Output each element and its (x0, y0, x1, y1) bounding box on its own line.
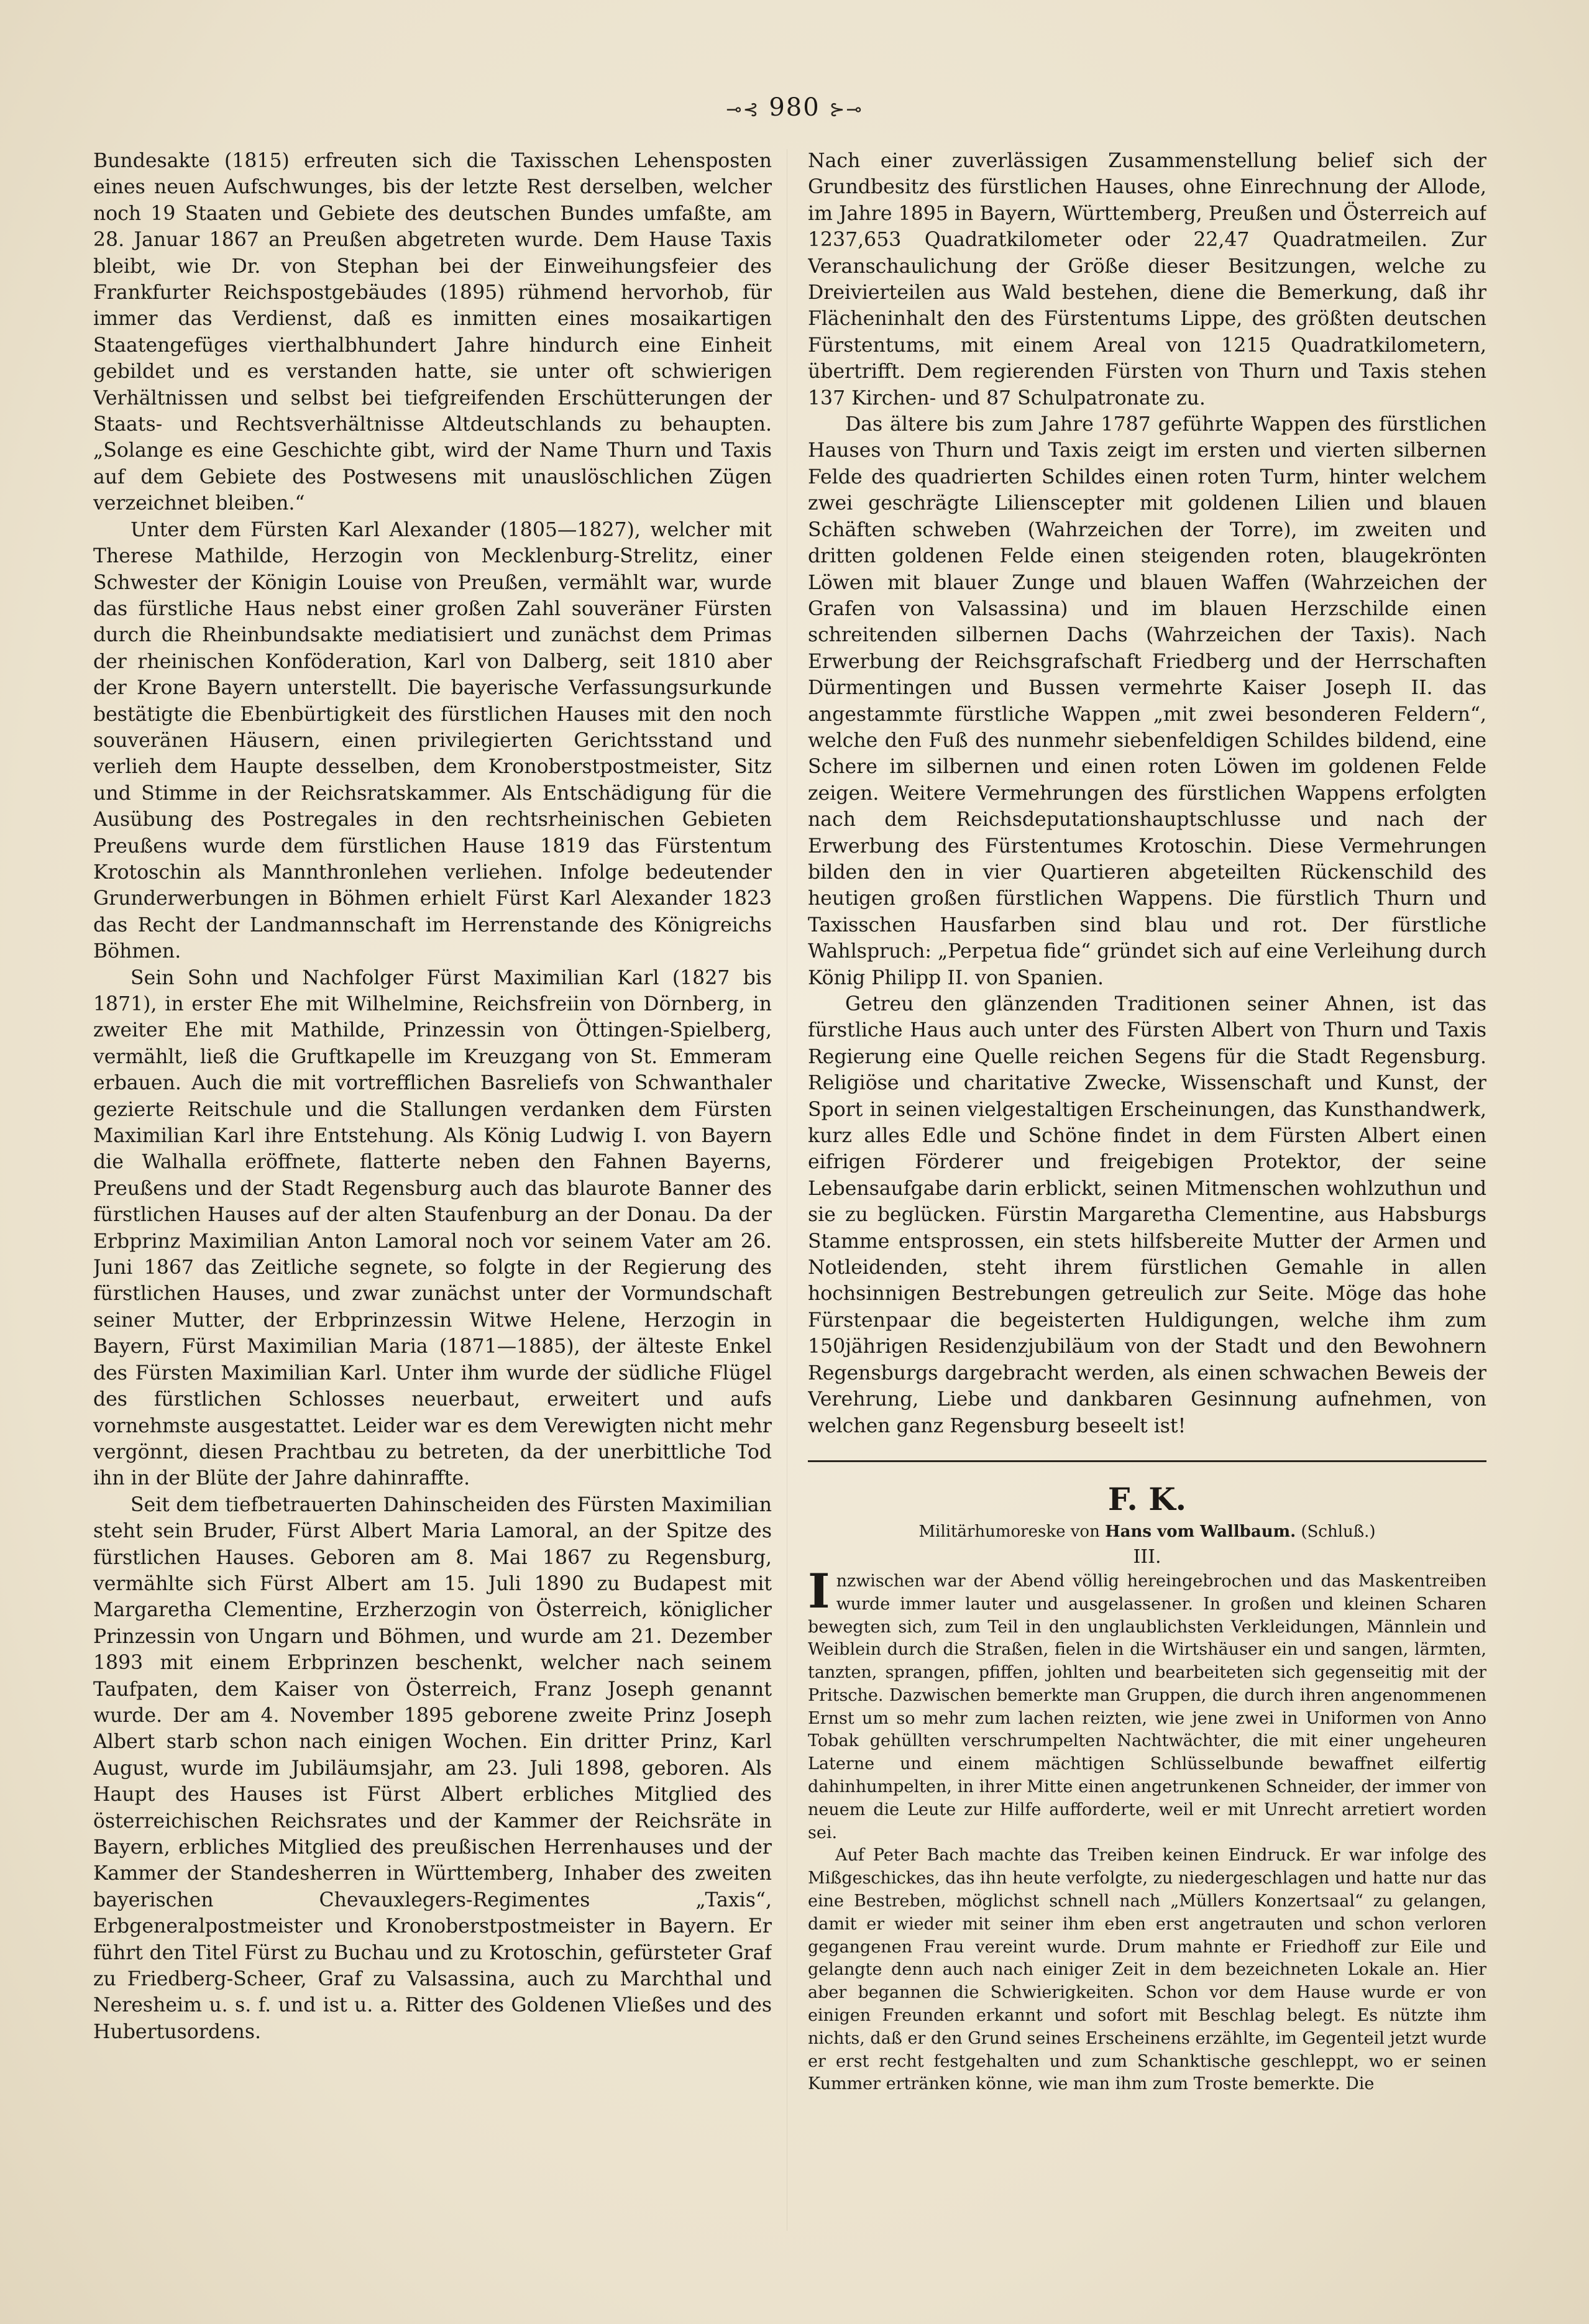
story-paragraph-1-text: nzwischen war der Abend völlig hereingebrochen und das Maskentreiben wurde immer lauter und ausgelassener. In großen und kleinen Scharen bewegten sich, zum Teil in den unglaublichsten Verkleidungen, Männlein und Weiblein durch die Straßen, fielen in die Wirtshäuser ein und sangen, lärmten, tanzten, sprangen, pfiffen, johlten und bearbeiteten sich gegenseitig mit der Pritsche. Dazwischen bemerkte man Gruppen, die durch ihren angenommenen Ernst um so mehr zum lachen reizten, wie jene zwei in Uniformen von Anno Tobak gehüllten verschrumpelten Nachtwächter, die mit einer ungeheuren Laterne und einem mächtigen Schlüsselbunde bewaffnet eilfertig dahinhumpelten, in ihrer Mitte einen angetrunkenen Schneider, der immer von neuem die Leute zur Hilfe aufforderte, weil er mit Unrecht arretiert worden sei. (808, 1571, 1486, 1842)
right-paragraph-1: Nach einer zuverlässigen Zusammenstellung belief sich der Grundbesitz des fürstlichen Hauses, ohne Einrechnung der Allode, im Jahre 1895 in Bayern, Württemberg, Preußen und Österreich auf 1237,653 Quadratkilometer oder 22,47 Quadratmeilen. Zur Veranschaulichung der Größe dieser Besitzungen, welche zu Dreivierteilen aus Wald bestehen, diene die Bemerkung, daß ihr Flächeninhalt den des Fürstentums Lippe, des größten deutschen Fürstentums, mit einem Areal von 1215 Quadratkilometern, übertrifft. Dem regierenden Fürsten von Thurn und Taxis stehen 137 Kirchen- und 87 Schulpatronate zu. (808, 150, 1486, 409)
story-subtitle-suffix: (Schluß.) (1301, 1522, 1376, 1541)
story-body (808, 1563, 1486, 2096)
ornament-left-icon: ⊸⊰ (726, 99, 760, 121)
story-title: F. K. (1107, 1480, 1187, 1517)
right-paragraph-2: Das ältere bis zum Jahre 1787 geführte Wappen des fürstlichen Hauses von Thurn und Taxis zeigt im ersten und vierten silbernen Felde des quadrierten Schildes einen roten Turm, hinter welchem zwei geschrägte Lilienscepter mit goldenen Lilien und blauen Schäften schweben (Wahrzeichen der Torre), im zweiten und dritten goldenen Felde einen steigenden roten, blaugekrönten Löwen mit blauer Zunge und blauen Waffen (Wahrzeichen der Grafen von Valsassina) und im blauen Herzschilde einen schreitenden silbernen Dachs (Wahrzeichen der Taxis). Nach Erwerbung der Reichsgrafschaft Friedberg und der Herrschaften Dürmentingen und Bussen vermehrte Kaiser Joseph II. das angestammte fürstliche Wappen „mit zwei besonderen Feldern“, welche den Fuß des nunmehr siebenfeldigen Schildes bildend, eine Schere im silbernen und einen roten Löwen im goldenen Felde zeigen. Weitere Vermehrungen des fürstlichen Wappens erfolgten nach dem Reichsdeputationshauptschlusse und nach der Erwerbung des Fürstentumes Krotoschin. Diese Vermehrungen bilden den in vier Quartieren abgeteilten Rückenschild des heutigen großen fürstlichen Wappens. Die fürstlich Thurn und Taxisschen Hausfarben sind blau und rot. Der fürstliche Wahlspruch: „Perpetua fide“ gründet sich auf eine Verleihung durch König Philipp II. von Spanien. (808, 413, 1486, 989)
left-paragraph-4: Seit dem tiefbetrauerten Dahinscheiden des Fürsten Maximilian steht sein Bruder, Fürst Albert Maria Lamoral, an der Spitze des fürstlichen Hauses. Geboren am 8. Mai 1867 zu Regensburg, vermählte sich Fürst Albert am 15. Juli 1890 zu Budapest mit Margaretha Clementine, Erzherzogin von Österreich, königlicher Prinzessin von Ungarn und Böhmen, und wurde am 21. Dezember 1893 mit einem Erbprinzen beschenkt, welcher nach seinem Taufpaten, dem Kaiser von Österreich, Franz Joseph genannt wurde. Der am 4. November 1895 geborene zweite Prinz Joseph Albert starb schon nach einigen Wochen. Ein dritter Prinz, Karl August, wurde im Jubiläumsjahr, am 23. Juli 1898, geboren. Als Haupt des Hauses ist Fürst Albert erbliches Mitglied des österreichischen Reichsrates und der Kammer der Reichsräte in Bayern, erbliches Mitglied des preußischen Herrenhauses und der Kammer der Standesherren in Württemberg, Inhaber des zweiten bayerischen Chevauxlegers-Regimentes „Taxis“, Erbgeneralpostmeister und Kronoberstpostmeister in Bayern. Er führt den Titel Fürst zu Buchau und zu Krotoschin, gefürsteter Graf zu Friedberg-Scheer, Graf zu Valsassina, auch zu Marchthal und Neresheim u. s. f. und ist u. a. Ritter des Goldenen Vließes und des Hubertusordens. (93, 1493, 772, 2043)
page-number-value: 980 (769, 93, 820, 122)
drop-cap: I (808, 1563, 830, 1619)
story-author: Hans vom Wallbaum. (1105, 1522, 1296, 1541)
story-subtitle (808, 1519, 1486, 1544)
left-paragraph-3: Sein Sohn und Nachfolger Fürst Maximilian Karl (1827 bis 1871), in erster Ehe mit Wilhelmine, Reichsfreiin von Dörnberg, in zweiter Ehe mit Mathilde, Prinzessin von Öttingen-Spielberg, vermählt, ließ die Gruftkapelle im Kreuzgang von St. Emmeram erbauen. Auch die mit vortrefflichen Basreliefs von Schwanthaler gezierte Reitschule und die Stallungen verdanken dem Fürsten Maximilian Karl ihre Entstehung. Als König Ludwig I. von Bayern die Walhalla eröffnete, flatterte neben den Fahnen Bayerns, Preußens und der Stadt Regensburg auch das blaurote Banner des fürstlichen Hauses auf der alten Staufenburg an der Donau. Da der Erbprinz Maximilian Anton Lamoral noch vor seinem Vater am 26. Juni 1867 das Zeitliche segnete, so folgte in der Regierung des fürstlichen Hauses, und zwar zunächst unter der Vormundschaft seiner Mutter, der Erbprinzessin Witwe Helene, Herzogin in Bayern, Fürst Maximilian Maria (1871—1885), der älteste Enkel des Fürsten Maximilian Karl. Unter ihm wurde der südliche Flügel des fürstlichen Schlosses neuerbaut, erweitert und aufs vornehmste ausgestattet. Leider war es dem Verewigten nicht mehr vergönnt, diesen Prachtbau zu betreten, da der unerbittliche Tod ihn in der Blüte der Jahre dahinraffte. (93, 966, 772, 1490)
story-paragraph-1 (808, 1563, 1486, 1845)
left-paragraph-1: Bundesakte (1815) erfreuten sich die Taxisschen Lehensposten eines neuen Aufschwunges, bis der letzte Rest derselben, welcher noch 19 Staaten und Gebiete des deutschen Bundes umfaßte, am 28. Januar 1867 an Preußen abgetreten wurde. Dem Hause Taxis bleibt, wie Dr. von Stephan bei der Einweihungsfeier des Frankfurter Reichspostgebäudes (1895) rühmend hervorhob, für immer das Verdienst, daß es inmitten eines mosaikartigen Staatengefüges vierthalbhundert Jahre hindurch eine Einheit gebildet und es verstanden hatte, sie unter oft schwierigen Verhältnissen und selbst bei tiefgreifenden Erschütterungen der Staats- und Rechtsverhältnisse Altdeutschlands zu behaupten. „Solange es eine Geschichte gibt, wird der Name Thurn und Taxis auf dem Gebiete des Postwesens mit unauslöschlichen Zügen verzeichnet bleiben.“ (93, 150, 772, 515)
section-divider (808, 1460, 1486, 1462)
right-column (808, 148, 1486, 2254)
chapter-number: III. (1133, 1545, 1161, 1568)
right-paragraph-3: Getreu den glänzenden Traditionen seiner Ahnen, ist das fürstliche Haus auch unter des Fürsten Albert von Thurn und Taxis Regierung eine Quelle reichen Segens für die Stadt Regensburg. Religiöse und charitative Zwecke, Wissenschaft und Kunst, der Sport in seinen vielgestaltigen Erscheinungen, das Kunsthandwerk, kurz alles Edle und Schöne findet in dem Fürsten Albert einen eifrigen Förderer und freigebigen Protektor, der seine Lebensaufgabe darin erblickt, seinen Mitmenschen wohlzuthun und sie zu beglücken. Fürstin Margaretha Clementine, aus Habsburgs Stamme entsprossen, ein stets hilfsbereite Mutter der Armen und Notleidenden, steht ihrem fürstlichen Gemahle in allen hochsinnigen Bestrebungen getreulich zur Seite. Möge das hohe Fürstenpaar die begeisterten Huldigungen, welche ihm zum 150jährigen Residenzjubiläum von der Stadt und den Bewohnern Regensburgs dargebracht werden, als einen schwachen Beweis der Verehrung, Liebe und dankbaren Gesinnung aufnehmen, von welchen ganz Regensburg beseelt ist! (808, 993, 1486, 1437)
story-subtitle-prefix: Militärhumoreske von (918, 1522, 1100, 1541)
story-paragraph-2: Auf Peter Bach machte das Treiben keinen Eindruck. Er war infolge des Mißgeschickes, das ihn heute verfolgte, zu niedergeschlagen und hatte nur das eine Bestreben, möglichst schnell nach „Müllers Konzertsaal“ zu gelangen, damit er wieder mit seiner ihm eben erst angetrauten und schon verloren gegangenen Frau vereint wurde. Drum mahnte er Friedhoff zur Eile und gelangte denn auch nach einiger Zeit in dem bezeichneten Lokale an. Hier aber begannen die Schwierigkeiten. Schon vor dem Hause wurde er von einigen Freunden erkannt und sofort mit Beschlag belegt. Es nützte ihm nichts, daß er den Grund seines Erscheinens erzählte, im Gegenteil jetzt wurde er erst recht festgehalten und zum Schanktische geschleppt, wo er seinen Kummer ertränken könne, wie man ihm zum Troste bemerkte. Die (808, 1846, 1486, 2094)
page-number (0, 93, 1589, 122)
ornament-right-icon: ⊱⊸ (829, 99, 863, 121)
left-column (93, 148, 772, 2254)
left-paragraph-2: Unter dem Fürsten Karl Alexander (1805—1827), welcher mit Therese Mathilde, Herzogin von Mecklenburg-Strelitz, einer Schwester der Königin Louise von Preußen, vermählt war, wurde das fürstliche Haus nebst einer großen Zahl souveräner Fürsten durch die Rheinbundsakte mediatisiert und zunächst dem Primas der rheinischen Konföderation, Karl von Dalberg, seit 1810 aber der Krone Bayern unterstellt. Die bayerische Verfassungsurkunde bestätigte die Ebenbürtigkeit des fürstlichen Hauses mit den noch souveränen Häusern, einen privilegierten Gerichtsstand und verlieh dem Haupte desselben, dem Kronoberstpostmeister, Sitz und Stimme in der Reichsratskammer. Als Entschädigung für die Ausübung des Postregales in den rechtsrheinischen Gebieten Preußens wurde dem fürstlichen Hause 1819 das Fürstentum Krotoschin als Mannthronlehen verliehen. Infolge bedeutender Grunderwerbungen in Böhmen erhielt Fürst Karl Alexander 1823 das Recht der Landmannschaft im Herrenstande des Königreichs Böhmen. (93, 518, 772, 963)
